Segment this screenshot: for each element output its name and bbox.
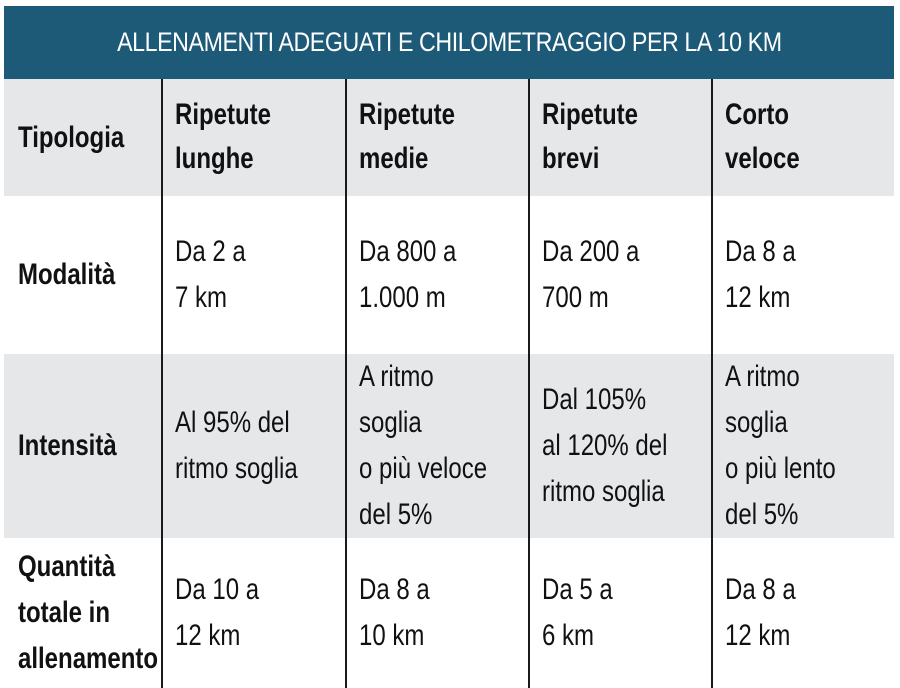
- table-cell: Da 200 a 700 m: [529, 196, 712, 354]
- row-label: Modalità: [18, 258, 116, 291]
- training-table: [4, 79, 894, 688]
- table-cell: A ritmo soglia o più lento del 5%: [712, 354, 894, 538]
- table-cell: Dal 105% al 120% del ritmo soglia: [529, 354, 712, 538]
- table-row-intensita: [4, 354, 894, 538]
- table-cell: A ritmo soglia o più veloce del 5%: [346, 354, 529, 538]
- table-cell: Da 8 a 12 km: [712, 196, 894, 354]
- table-cell: Da 10 a 12 km: [162, 538, 346, 688]
- table-cell: Da 800 a 1.000 m: [346, 196, 529, 354]
- row-label: Quantità totale in allenamento: [18, 550, 159, 675]
- table-cell: Al 95% del ritmo soglia: [162, 354, 346, 538]
- header-cell-label: Tipologia: [18, 120, 125, 154]
- table-cell: Da 8 a 12 km: [712, 538, 894, 688]
- table-row-modalita: [4, 196, 894, 354]
- header-cell: Ripetute lunghe: [162, 79, 346, 196]
- table-cell: Da 2 a 7 km: [162, 196, 346, 354]
- row-label: Intensità: [18, 429, 117, 462]
- header-row: [4, 79, 894, 196]
- table-row-quantita: [4, 538, 894, 688]
- table-title: ALLENAMENTI ADEGUATI E CHILOMETRAGGIO PER LA 10 KM: [116, 27, 782, 57]
- header-cell: Corto veloce: [712, 79, 894, 196]
- header-cell: Ripetute brevi: [529, 79, 712, 196]
- header-cell: Ripetute medie: [346, 79, 529, 196]
- table-cell: Da 5 a 6 km: [529, 538, 712, 688]
- table-title-bar: [4, 6, 894, 79]
- table-cell: Da 8 a 10 km: [346, 538, 529, 688]
